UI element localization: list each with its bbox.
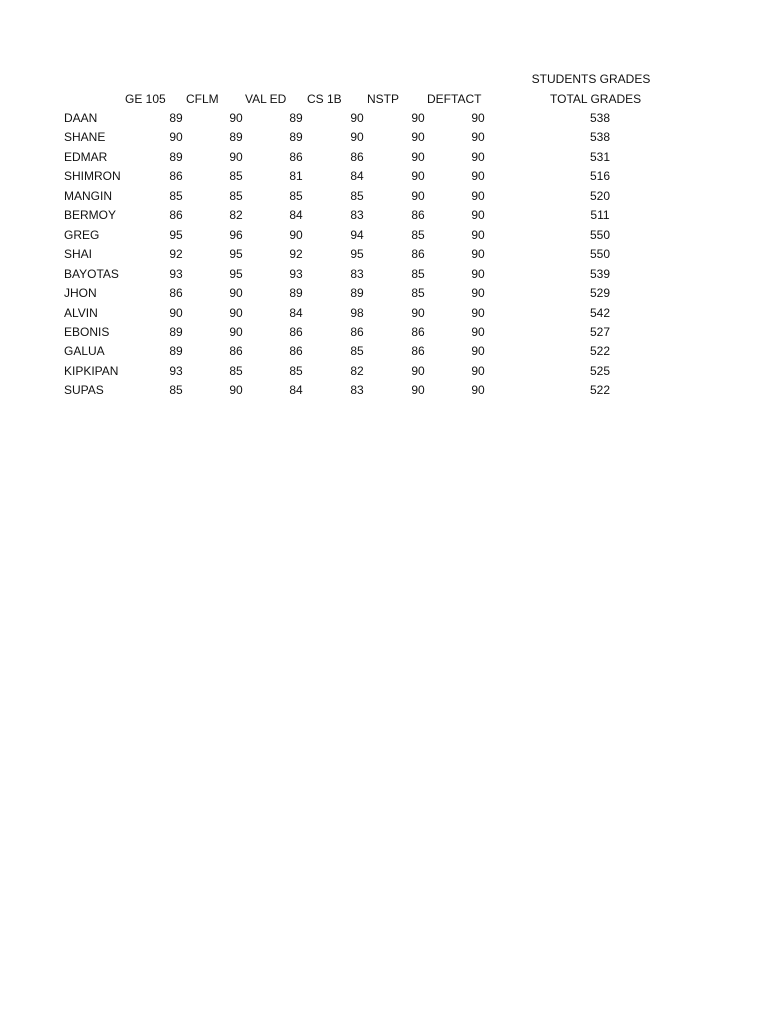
table-row [0,111,768,125]
grade-cell: 90 [289,227,303,242]
grade-cell: 85 [229,169,243,184]
table-row [0,344,768,358]
grade-cell: 95 [229,247,243,262]
total-grade-cell: 522 [589,383,611,398]
grade-cell: 90 [229,149,243,164]
student-name: MANGIN [64,188,112,203]
grade-cell: 90 [350,130,364,145]
grade-cell: 90 [169,130,183,145]
header-nstp: NSTP [367,92,400,106]
grade-cell: 86 [289,344,303,359]
total-grade-cell: 531 [589,149,611,164]
grade-cell: 90 [411,169,425,184]
table-row [0,383,768,397]
header-ge105: GE 105 [125,92,166,106]
total-grade-cell: 538 [589,111,611,125]
student-name: BERMOY [64,208,117,223]
total-grade-cell: 516 [589,169,611,184]
grade-cell: 90 [411,305,425,320]
grade-cell: 89 [169,344,183,359]
total-grade-cell: 511 [590,208,610,223]
grade-cell: 90 [229,324,243,339]
grade-cell: 95 [229,266,243,281]
grade-cell: 90 [229,111,243,125]
grade-cell: 85 [350,344,364,359]
grade-cell: 84 [289,305,303,320]
grade-cell: 89 [169,324,183,339]
grade-cell: 90 [350,111,364,125]
grade-cell: 85 [289,363,303,378]
student-name: SHIMRON [64,169,121,184]
grade-cell: 86 [350,324,364,339]
grade-cell: 90 [411,149,425,164]
header-cflm: CFLM [186,92,219,106]
total-grade-cell: 550 [589,247,611,262]
student-name: EBONIS [64,324,110,339]
grade-cell: 84 [289,208,303,223]
header-cs1b: CS 1B [307,92,342,106]
grade-cell: 90 [229,383,243,398]
grade-cell: 90 [471,324,485,339]
grade-cell: 81 [289,169,303,184]
table-row [0,325,768,339]
grade-cell: 90 [471,130,485,145]
grade-cell: 90 [471,305,485,320]
grade-cell: 85 [411,266,425,281]
grade-cell: 86 [350,149,364,164]
student-name: SHANE [64,130,106,145]
grade-cell: 89 [289,130,303,145]
student-name: ALVIN [64,305,98,320]
grade-cell: 90 [471,208,485,223]
grade-cell: 95 [350,247,364,262]
grade-cell: 90 [471,344,485,359]
grade-cell: 84 [350,169,364,184]
grade-cell: 82 [229,208,243,223]
grade-cell: 90 [411,111,425,125]
table-row [0,247,768,261]
table-row [0,169,768,183]
grade-cell: 90 [471,227,485,242]
total-grade-cell: 550 [589,227,611,242]
grade-cell: 83 [350,266,364,281]
student-name: GALUA [64,344,105,359]
table-row [0,130,768,144]
grade-cell: 90 [471,266,485,281]
grade-cell: 93 [169,266,183,281]
grade-cell: 93 [289,266,303,281]
grade-cell: 89 [289,111,303,125]
total-grade-cell: 525 [589,363,611,378]
header-row [0,92,768,106]
sheet-title: STUDENTS GRADES [531,72,651,86]
student-name: JHON [64,286,97,301]
student-name: EDMAR [64,149,108,164]
grade-cell: 86 [411,208,425,223]
grade-cell: 95 [169,227,183,242]
grade-cell: 86 [229,344,243,359]
grade-cell: 86 [289,324,303,339]
grade-cell: 83 [350,208,364,223]
table-row [0,208,768,222]
grade-cell: 86 [289,149,303,164]
grade-cell: 90 [471,188,485,203]
grade-cell: 90 [471,383,485,398]
grade-cell: 90 [471,286,485,301]
grade-cell: 90 [471,111,485,125]
grade-cell: 90 [471,247,485,262]
grade-cell: 85 [169,188,183,203]
grade-cell: 90 [229,286,243,301]
table-row [0,306,768,320]
grade-cell: 90 [411,188,425,203]
grade-cell: 84 [289,383,303,398]
grade-cell: 86 [169,169,183,184]
grade-cell: 89 [169,111,183,125]
total-grade-cell: 539 [589,266,611,281]
total-grade-cell: 529 [589,286,611,301]
grade-cell: 85 [229,188,243,203]
total-grade-cell: 542 [589,305,611,320]
grade-cell: 93 [169,363,183,378]
grade-cell: 90 [411,130,425,145]
total-grade-cell: 538 [589,130,611,145]
grade-cell: 90 [471,169,485,184]
grade-cell: 85 [289,188,303,203]
grade-cell: 90 [471,363,485,378]
grade-cell: 94 [350,227,364,242]
grade-cell: 92 [289,247,303,262]
grade-cell: 96 [229,227,243,242]
student-name: SHAI [64,247,93,262]
header-deftact: DEFTACT [427,92,482,106]
table-row [0,267,768,281]
table-row [0,150,768,164]
grade-cell: 86 [411,324,425,339]
grade-cell: 85 [169,383,183,398]
grade-cell: 90 [229,305,243,320]
total-grade-cell: 522 [589,344,611,359]
grade-cell: 92 [169,247,183,262]
grade-cell: 89 [289,286,303,301]
grade-cell: 86 [411,344,425,359]
grade-cell: 86 [411,247,425,262]
total-grade-cell: 520 [589,188,611,203]
student-name: KIPKIPAN [64,363,119,378]
grade-cell: 86 [169,208,183,223]
grade-cell: 90 [411,363,425,378]
grade-cell: 89 [169,149,183,164]
header-total-grades: TOTAL GRADES [550,92,642,106]
grade-cell: 85 [411,227,425,242]
total-grade-cell: 527 [589,324,611,339]
grade-cell: 86 [169,286,183,301]
grade-cell: 83 [350,383,364,398]
grade-cell: 89 [350,286,364,301]
grade-cell: 82 [350,363,364,378]
table-row [0,364,768,378]
grade-cell: 85 [350,188,364,203]
student-name: GREG [64,227,100,242]
grade-cell: 98 [350,305,364,320]
table-row [0,286,768,300]
student-name: SUPAS [64,383,104,398]
student-name: BAYOTAS [64,266,119,281]
grade-cell: 85 [411,286,425,301]
header-val-ed: VAL ED [245,92,287,106]
grade-cell: 90 [411,383,425,398]
grade-cell: 85 [229,363,243,378]
table-row [0,228,768,242]
table-row [0,189,768,203]
grade-cell: 90 [471,149,485,164]
student-name: DAAN [64,111,98,125]
grade-cell: 90 [169,305,183,320]
grade-cell: 89 [229,130,243,145]
